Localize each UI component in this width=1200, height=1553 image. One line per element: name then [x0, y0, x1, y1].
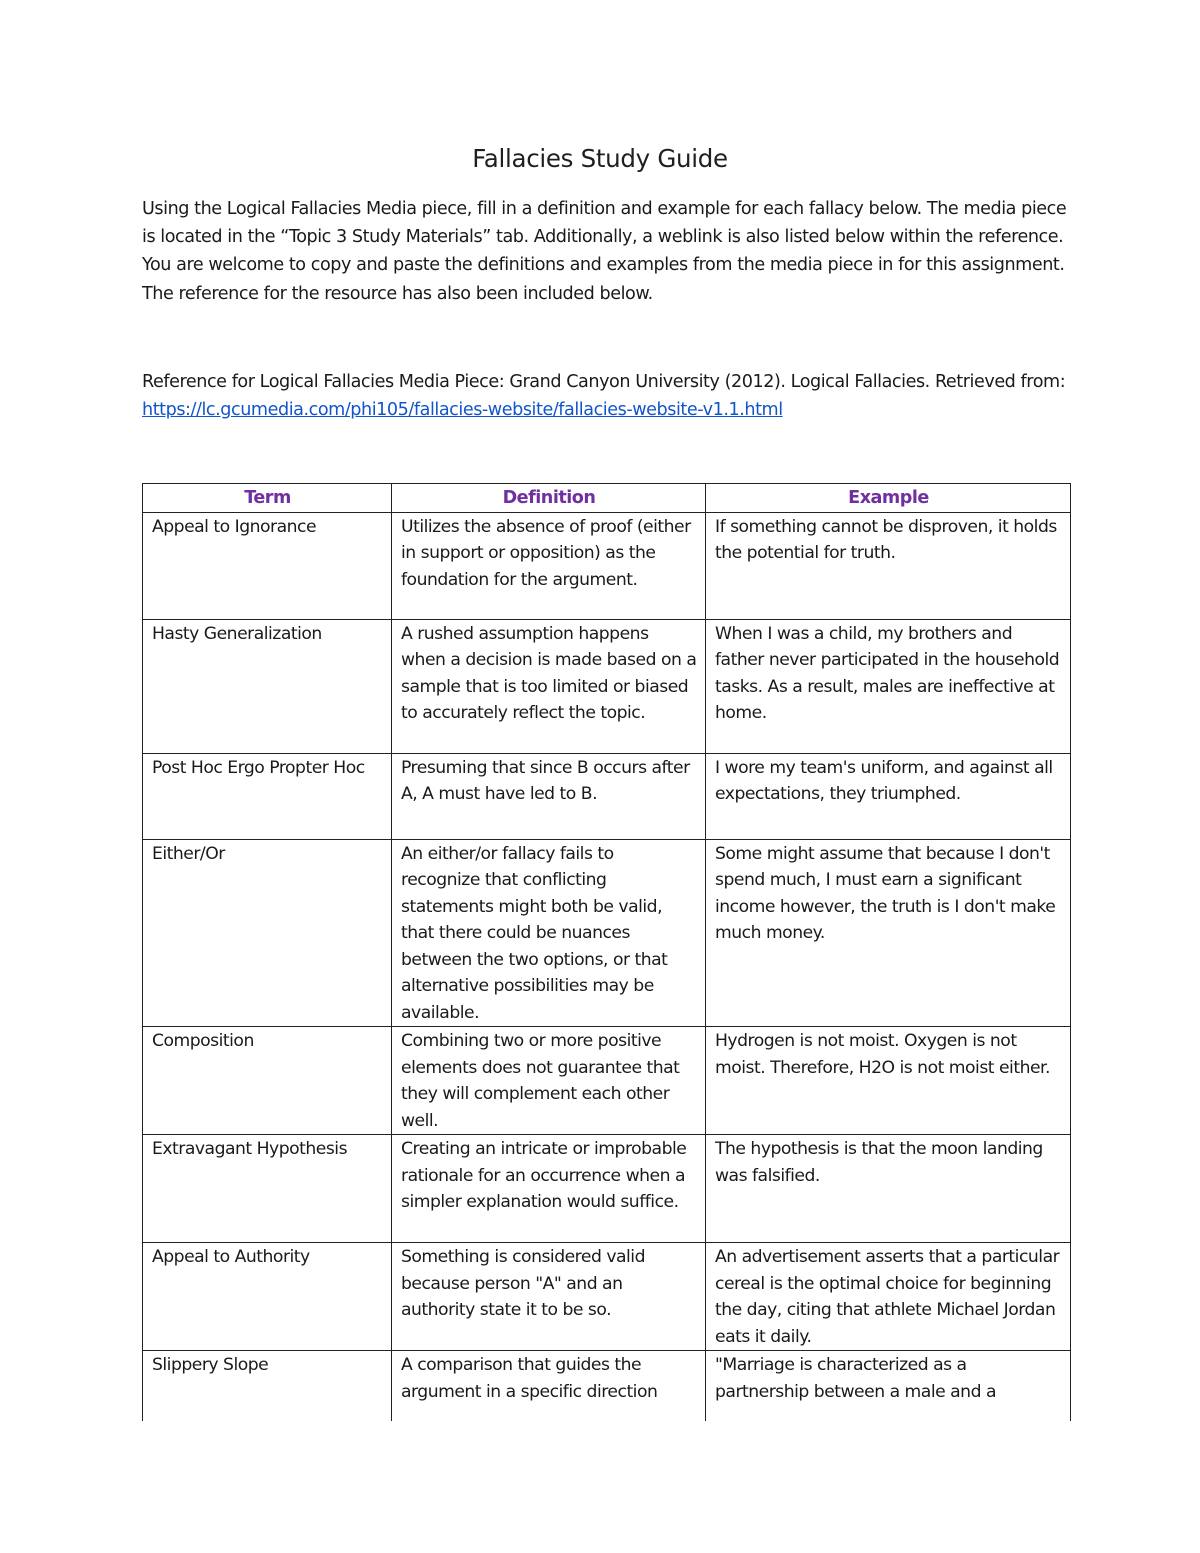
definition-cell: Utilizes the absence of proof (either in support or opposition) as the foundation for the argument. [392, 512, 706, 619]
intro-paragraph: Using the Logical Fallacies Media piece, fill in a definition and example for each fallacy below. The media piece is located in the “Topic 3 Study Materials” tab. Additionally, a weblink is also listed below within the reference. You are welcome to copy and paste the definitions and examples from the media piece in for this assignment. The reference for the resource has also been included below. [142, 199, 1067, 304]
table-row [143, 839, 1071, 1027]
column-header-example: Example [706, 484, 1071, 513]
example-cell: An advertisement asserts that a particular cereal is the optimal choice for beginning the day, citing that athlete Michael Jordan eats it daily. [706, 1243, 1071, 1351]
example-cell: If something cannot be disproven, it holds the potential for truth. [706, 512, 1071, 619]
definition-cell: A comparison that guides the argument in a specific direction [392, 1351, 706, 1422]
term-cell: Composition [143, 1027, 392, 1135]
reference-text: Reference for Logical Fallacies Media Piece: Grand Canyon University (2012). Logical Fallacies. Retrieved from: [142, 372, 1066, 392]
column-header-term: Term [143, 484, 392, 513]
table-row [143, 1351, 1071, 1422]
table-row [143, 1027, 1071, 1135]
table-row [143, 753, 1071, 839]
definition-cell: Combining two or more positive elements does not guarantee that they will complement each other well. [392, 1027, 706, 1135]
example-cell: When I was a child, my brothers and father never participated in the household tasks. As a result, males are ineffective at home. [706, 619, 1071, 753]
page-title: Fallacies Study Guide [472, 144, 728, 173]
example-cell: The hypothesis is that the moon landing was falsified. [706, 1135, 1071, 1243]
definition-cell: Creating an intricate or improbable rationale for an occurrence when a simpler explanation would suffice. [392, 1135, 706, 1243]
reference-link[interactable]: https://lc.gcumedia.com/phi105/fallacies-website/fallacies-website-v1.1.html [142, 400, 783, 421]
term-cell: Appeal to Ignorance [143, 512, 392, 619]
definition-cell: A rushed assumption happens when a decision is made based on a sample that is too limited or biased to accurately reflect the topic. [392, 619, 706, 753]
term-cell: Slippery Slope [143, 1351, 392, 1422]
example-cell: Some might assume that because I don't spend much, I must earn a significant income however, the truth is I don't make much money. [706, 839, 1071, 1027]
term-cell: Extravagant Hypothesis [143, 1135, 392, 1243]
table-row [143, 1243, 1071, 1351]
definition-cell: An either/or fallacy fails to recognize that conflicting statements might both be valid, that there could be nuances between the two options, or that alternative possibilities may be available. [392, 839, 706, 1027]
reference-paragraph [142, 368, 1072, 424]
table-row [143, 619, 1071, 753]
fallacies-table [142, 483, 1071, 1421]
term-cell: Post Hoc Ergo Propter Hoc [143, 753, 392, 839]
example-cell: I wore my team's uniform, and against all expectations, they triumphed. [706, 753, 1071, 839]
term-cell: Either/Or [143, 839, 392, 1027]
definition-cell: Something is considered valid because person "A" and an authority state it to be so. [392, 1243, 706, 1351]
column-header-definition: Definition [392, 484, 706, 513]
table-row [143, 1135, 1071, 1243]
table-header-row [143, 484, 1071, 513]
example-cell: Hydrogen is not moist. Oxygen is not moist. Therefore, H2O is not moist either. [706, 1027, 1071, 1135]
term-cell: Hasty Generalization [143, 619, 392, 753]
example-cell: "Marriage is characterized as a partnership between a male and a [706, 1351, 1071, 1422]
term-cell: Appeal to Authority [143, 1243, 392, 1351]
table-row [143, 512, 1071, 619]
definition-cell: Presuming that since B occurs after A, A must have led to B. [392, 753, 706, 839]
